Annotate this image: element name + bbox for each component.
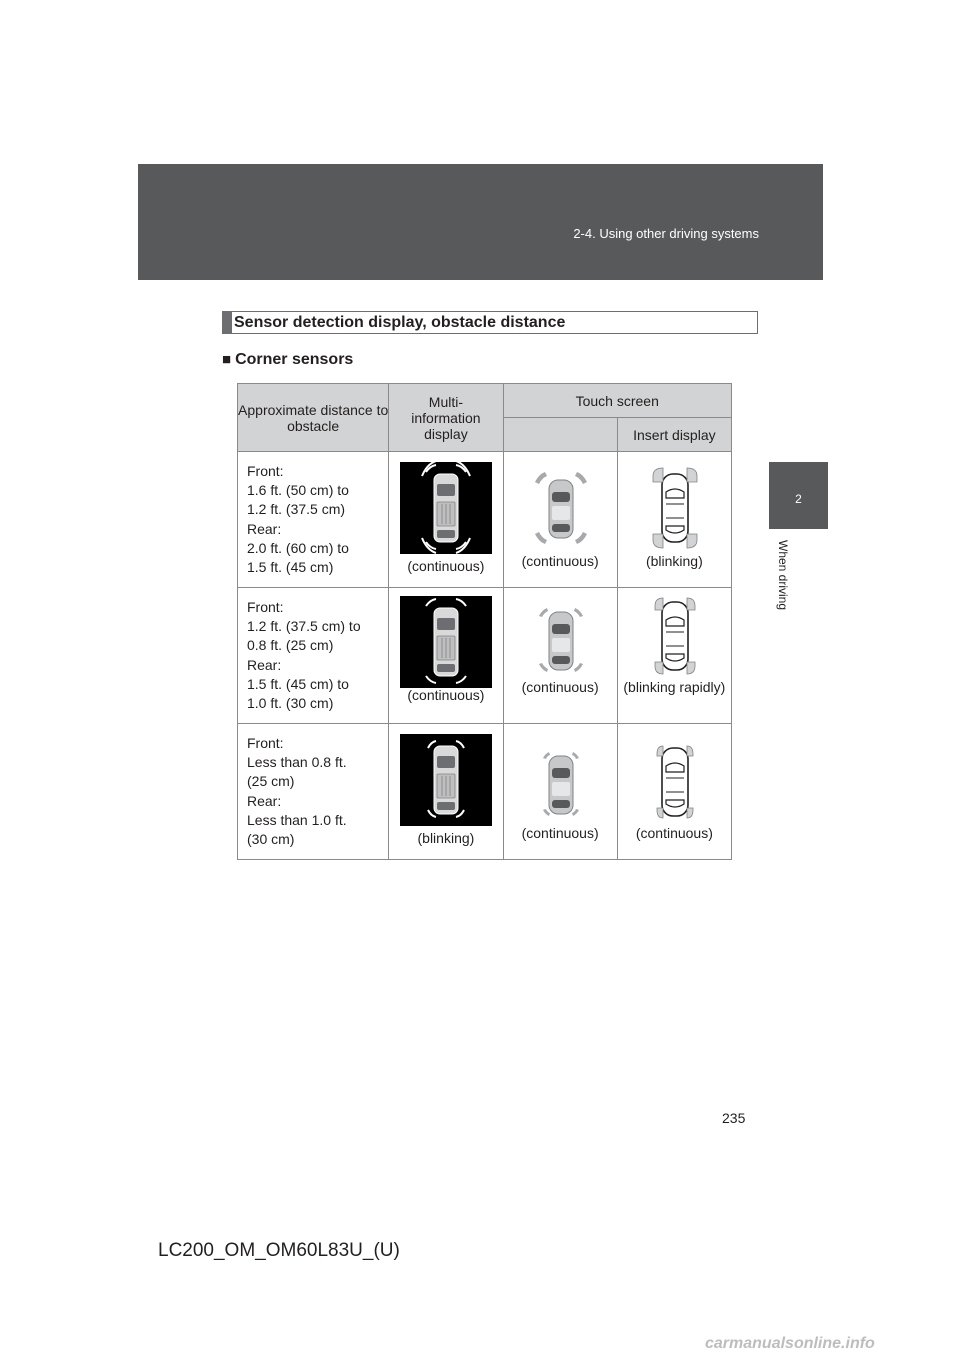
insert-display-image [635,466,715,550]
corner-sensor-table [237,383,732,860]
page-number: 235 [722,1110,746,1126]
distance-line: Rear: [247,792,282,809]
multi-info-display-image [400,462,492,554]
distance-line: Front: [247,735,284,751]
touch-screen-caption: (continuous) [521,825,599,841]
header-band [138,164,823,280]
car-sensor-icon [521,466,601,550]
insert-display-caption: (blinking rapidly) [623,679,726,695]
multi-info-display-image [400,596,492,688]
header-insert-display-label: Insert display [617,418,731,452]
table-row [238,588,732,724]
multi-info-caption: (continuous) [407,687,485,703]
distance-line: Less than 1.0 ft. [247,811,347,828]
header-distance: Approximate distance to obstacle [238,384,389,452]
touch-screen-image [521,742,601,826]
distance-line: 1.5 ft. (45 cm) to [247,675,349,692]
watermark: carmanualsonline.info [705,1335,875,1352]
touch-screen-caption: (continuous) [521,553,599,569]
section-heading [222,311,758,334]
touch-screen-cell [503,588,617,724]
car-outline-sensor-icon [635,594,715,678]
subheading [222,351,353,369]
chapter-label: When driving [776,540,790,611]
distance-line: (25 cm) [247,773,295,790]
insert-display-image [635,594,715,678]
insert-display-cell [617,452,731,588]
multi-info-caption: (continuous) [407,558,485,574]
table-row [238,452,732,588]
touch-screen-cell [503,452,617,588]
distance-cell [238,588,389,724]
insert-display-image [635,740,715,824]
touch-screen-cell [503,724,617,860]
distance-line: Front: [247,463,284,479]
distance-line: Front: [247,599,284,615]
document-code: LC200_OM_OM60L83U_(U) [158,1240,400,1261]
suv-sensor-icon [400,462,492,554]
multi-info-caption: (blinking) [417,830,475,846]
distance-line: 1.2 ft. (37.5 cm) [247,501,346,518]
multi-info-cell [389,724,503,860]
suv-sensor-icon [400,734,492,826]
header-insert-display [503,418,617,452]
square-bullet-icon: ■ [222,351,232,368]
car-outline-sensor-icon [635,740,715,824]
heading-bar [223,312,232,333]
section-heading-text: Sensor detection display, obstacle distance [234,314,566,331]
insert-display-caption: (continuous) [635,825,713,841]
chapter-tab [769,462,828,529]
distance-line: 0.8 ft. (25 cm) [247,637,334,654]
section-label: 2-4. Using other driving systems [573,226,759,241]
distance-cell [238,724,389,860]
chapter-number: 2 [795,492,802,506]
insert-display-cell [617,724,731,860]
insert-display-caption: (blinking) [645,553,703,569]
distance-line: 1.2 ft. (37.5 cm) to [247,618,361,635]
touch-screen-image [521,598,601,682]
multi-info-cell [389,452,503,588]
multi-info-display-image [400,734,492,826]
distance-line: Less than 0.8 ft. [247,754,347,771]
distance-line: 1.6 ft. (50 cm) to [247,482,349,499]
subheading-text: Corner sensors [235,351,354,368]
distance-line: (30 cm) [247,831,295,848]
car-sensor-icon [521,598,601,682]
car-outline-sensor-icon [635,466,715,550]
header-multi-info: Multi- information display [389,384,503,452]
insert-display-cell [617,588,731,724]
distance-line: 1.0 ft. (30 cm) [247,695,334,712]
touch-screen-image [521,466,601,550]
distance-line: 1.5 ft. (45 cm) [247,559,334,576]
distance-line: 2.0 ft. (60 cm) to [247,539,349,556]
touch-screen-caption: (continuous) [521,679,599,695]
car-sensor-icon [521,742,601,826]
distance-line: Rear: [247,520,282,537]
suv-sensor-icon [400,596,492,688]
header-touch-screen: Touch screen [503,384,731,418]
table-row [238,724,732,860]
multi-info-cell [389,588,503,724]
distance-cell [238,452,389,588]
distance-line: Rear: [247,656,282,673]
